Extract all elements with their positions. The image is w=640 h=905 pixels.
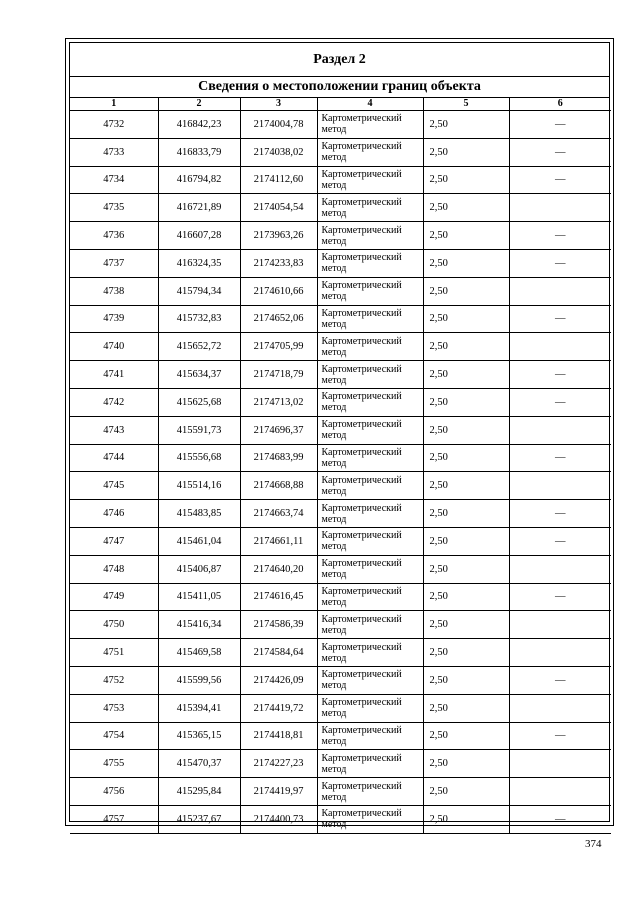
precision-cell: 2,50 <box>423 500 509 528</box>
x-coordinate-cell: 415365,15 <box>158 722 240 750</box>
y-coordinate-cell: 2174400,73 <box>240 805 317 833</box>
point-number-cell: 4755 <box>70 750 158 778</box>
table-row <box>70 444 611 472</box>
precision-cell: 2,50 <box>423 666 509 694</box>
method-cell: Картометрический метод <box>317 111 423 139</box>
note-cell <box>509 472 611 500</box>
method-cell: Картометрический метод <box>317 194 423 222</box>
method-cell: Картометрический метод <box>317 138 423 166</box>
method-cell: Картометрический метод <box>317 694 423 722</box>
point-number-cell: 4751 <box>70 639 158 667</box>
x-coordinate-cell: 415469,58 <box>158 639 240 667</box>
table-row <box>70 778 611 806</box>
note-cell <box>509 194 611 222</box>
point-number-cell: 4746 <box>70 500 158 528</box>
table-row <box>70 194 611 222</box>
y-coordinate-cell: 2174419,72 <box>240 694 317 722</box>
method-cell: Картометрический метод <box>317 333 423 361</box>
table-row <box>70 388 611 416</box>
note-cell <box>509 333 611 361</box>
boundary-table <box>70 98 611 834</box>
y-coordinate-cell: 2174227,23 <box>240 750 317 778</box>
method-cell: Картометрический метод <box>317 416 423 444</box>
method-cell: Картометрический метод <box>317 444 423 472</box>
x-coordinate-cell: 415514,16 <box>158 472 240 500</box>
table-row <box>70 333 611 361</box>
method-cell: Картометрический метод <box>317 249 423 277</box>
method-cell: Картометрический метод <box>317 778 423 806</box>
table-row <box>70 694 611 722</box>
precision-cell: 2,50 <box>423 249 509 277</box>
note-cell: — <box>509 138 611 166</box>
y-coordinate-cell: 2174426,09 <box>240 666 317 694</box>
note-cell <box>509 694 611 722</box>
point-number-cell: 4741 <box>70 361 158 389</box>
y-coordinate-cell: 2174586,39 <box>240 611 317 639</box>
precision-cell: 2,50 <box>423 805 509 833</box>
point-number-cell: 4739 <box>70 305 158 333</box>
x-coordinate-cell: 415406,87 <box>158 555 240 583</box>
column-header: 2 <box>158 98 240 111</box>
x-coordinate-cell: 416842,23 <box>158 111 240 139</box>
note-cell: — <box>509 444 611 472</box>
x-coordinate-cell: 416833,79 <box>158 138 240 166</box>
table-row <box>70 138 611 166</box>
page-number: 374 <box>585 838 602 850</box>
note-cell <box>509 611 611 639</box>
point-number-cell: 4748 <box>70 555 158 583</box>
precision-cell: 2,50 <box>423 639 509 667</box>
method-cell: Картометрический метод <box>317 722 423 750</box>
precision-cell: 2,50 <box>423 416 509 444</box>
method-cell: Картометрический метод <box>317 555 423 583</box>
point-number-cell: 4742 <box>70 388 158 416</box>
note-cell <box>509 778 611 806</box>
table-row <box>70 472 611 500</box>
precision-cell: 2,50 <box>423 305 509 333</box>
precision-cell: 2,50 <box>423 166 509 194</box>
point-number-cell: 4752 <box>70 666 158 694</box>
note-cell: — <box>509 666 611 694</box>
precision-cell: 2,50 <box>423 444 509 472</box>
x-coordinate-cell: 415416,34 <box>158 611 240 639</box>
x-coordinate-cell: 415461,04 <box>158 527 240 555</box>
x-coordinate-cell: 416324,35 <box>158 249 240 277</box>
note-cell <box>509 750 611 778</box>
method-cell: Картометрический метод <box>317 388 423 416</box>
note-cell: — <box>509 361 611 389</box>
x-coordinate-cell: 415295,84 <box>158 778 240 806</box>
note-cell: — <box>509 722 611 750</box>
table-row <box>70 527 611 555</box>
x-coordinate-cell: 415394,41 <box>158 694 240 722</box>
column-header: 4 <box>317 98 423 111</box>
y-coordinate-cell: 2174233,83 <box>240 249 317 277</box>
method-cell: Картометрический метод <box>317 611 423 639</box>
column-header: 3 <box>240 98 317 111</box>
document-frame <box>65 38 614 831</box>
y-coordinate-cell: 2174112,60 <box>240 166 317 194</box>
y-coordinate-cell: 2174683,99 <box>240 444 317 472</box>
method-cell: Картометрический метод <box>317 666 423 694</box>
y-coordinate-cell: 2174696,37 <box>240 416 317 444</box>
precision-cell: 2,50 <box>423 111 509 139</box>
point-number-cell: 4740 <box>70 333 158 361</box>
table-row <box>70 583 611 611</box>
column-header: 6 <box>509 98 611 111</box>
x-coordinate-cell: 415732,83 <box>158 305 240 333</box>
note-cell: — <box>509 583 611 611</box>
point-number-cell: 4756 <box>70 778 158 806</box>
x-coordinate-cell: 416721,89 <box>158 194 240 222</box>
y-coordinate-cell: 2174004,78 <box>240 111 317 139</box>
table-row <box>70 611 611 639</box>
x-coordinate-cell: 415470,37 <box>158 750 240 778</box>
note-cell <box>509 277 611 305</box>
point-number-cell: 4747 <box>70 527 158 555</box>
table-row <box>70 277 611 305</box>
precision-cell: 2,50 <box>423 472 509 500</box>
point-number-cell: 4736 <box>70 222 158 250</box>
precision-cell: 2,50 <box>423 694 509 722</box>
method-cell: Картометрический метод <box>317 527 423 555</box>
table-body <box>70 111 611 834</box>
point-number-cell: 4749 <box>70 583 158 611</box>
note-cell: — <box>509 111 611 139</box>
table-row <box>70 166 611 194</box>
x-coordinate-cell: 415599,56 <box>158 666 240 694</box>
column-header: 1 <box>70 98 158 111</box>
table-row <box>70 805 611 833</box>
method-cell: Картометрический метод <box>317 277 423 305</box>
y-coordinate-cell: 2174054,54 <box>240 194 317 222</box>
table-row <box>70 361 611 389</box>
y-coordinate-cell: 2174038,02 <box>240 138 317 166</box>
note-cell: — <box>509 166 611 194</box>
method-cell: Картометрический метод <box>317 222 423 250</box>
y-coordinate-cell: 2173963,26 <box>240 222 317 250</box>
x-coordinate-cell: 415591,73 <box>158 416 240 444</box>
x-coordinate-cell: 415634,37 <box>158 361 240 389</box>
precision-cell: 2,50 <box>423 222 509 250</box>
point-number-cell: 4735 <box>70 194 158 222</box>
point-number-cell: 4744 <box>70 444 158 472</box>
point-number-cell: 4743 <box>70 416 158 444</box>
method-cell: Картометрический метод <box>317 166 423 194</box>
point-number-cell: 4732 <box>70 111 158 139</box>
precision-cell: 2,50 <box>423 722 509 750</box>
x-coordinate-cell: 415652,72 <box>158 333 240 361</box>
precision-cell: 2,50 <box>423 361 509 389</box>
y-coordinate-cell: 2174610,66 <box>240 277 317 305</box>
column-header: 5 <box>423 98 509 111</box>
y-coordinate-cell: 2174652,06 <box>240 305 317 333</box>
note-cell <box>509 416 611 444</box>
table-row <box>70 722 611 750</box>
section-subtitle: Сведения о местоположении границ объекта <box>70 77 609 98</box>
precision-cell: 2,50 <box>423 611 509 639</box>
method-cell: Картометрический метод <box>317 500 423 528</box>
y-coordinate-cell: 2174663,74 <box>240 500 317 528</box>
point-number-cell: 4750 <box>70 611 158 639</box>
table-row <box>70 666 611 694</box>
precision-cell: 2,50 <box>423 138 509 166</box>
note-cell: — <box>509 500 611 528</box>
note-cell: — <box>509 305 611 333</box>
y-coordinate-cell: 2174418,81 <box>240 722 317 750</box>
method-cell: Картометрический метод <box>317 472 423 500</box>
method-cell: Картометрический метод <box>317 750 423 778</box>
method-cell: Картометрический метод <box>317 361 423 389</box>
precision-cell: 2,50 <box>423 194 509 222</box>
y-coordinate-cell: 2174584,64 <box>240 639 317 667</box>
point-number-cell: 4745 <box>70 472 158 500</box>
point-number-cell: 4754 <box>70 722 158 750</box>
point-number-cell: 4733 <box>70 138 158 166</box>
table-row <box>70 222 611 250</box>
point-number-cell: 4753 <box>70 694 158 722</box>
x-coordinate-cell: 415237,67 <box>158 805 240 833</box>
point-number-cell: 4757 <box>70 805 158 833</box>
precision-cell: 2,50 <box>423 555 509 583</box>
point-number-cell: 4737 <box>70 249 158 277</box>
section-title: Раздел 2 <box>70 43 609 77</box>
x-coordinate-cell: 415625,68 <box>158 388 240 416</box>
table-row <box>70 305 611 333</box>
x-coordinate-cell: 415483,85 <box>158 500 240 528</box>
precision-cell: 2,50 <box>423 388 509 416</box>
note-cell: — <box>509 527 611 555</box>
y-coordinate-cell: 2174661,11 <box>240 527 317 555</box>
table-row <box>70 639 611 667</box>
method-cell: Картометрический метод <box>317 805 423 833</box>
note-cell: — <box>509 805 611 833</box>
y-coordinate-cell: 2174668,88 <box>240 472 317 500</box>
x-coordinate-cell: 415794,34 <box>158 277 240 305</box>
x-coordinate-cell: 415411,05 <box>158 583 240 611</box>
precision-cell: 2,50 <box>423 778 509 806</box>
precision-cell: 2,50 <box>423 527 509 555</box>
precision-cell: 2,50 <box>423 750 509 778</box>
note-cell <box>509 555 611 583</box>
table-row <box>70 249 611 277</box>
note-cell <box>509 639 611 667</box>
note-cell: — <box>509 222 611 250</box>
method-cell: Картометрический метод <box>317 583 423 611</box>
precision-cell: 2,50 <box>423 583 509 611</box>
table-row <box>70 416 611 444</box>
y-coordinate-cell: 2174419,97 <box>240 778 317 806</box>
precision-cell: 2,50 <box>423 333 509 361</box>
note-cell: — <box>509 388 611 416</box>
table-header-row <box>70 98 611 111</box>
table-row <box>70 111 611 139</box>
method-cell: Картометрический метод <box>317 305 423 333</box>
y-coordinate-cell: 2174616,45 <box>240 583 317 611</box>
table-row <box>70 750 611 778</box>
y-coordinate-cell: 2174713,02 <box>240 388 317 416</box>
point-number-cell: 4738 <box>70 277 158 305</box>
table-row <box>70 555 611 583</box>
note-cell: — <box>509 249 611 277</box>
x-coordinate-cell: 416607,28 <box>158 222 240 250</box>
y-coordinate-cell: 2174640,20 <box>240 555 317 583</box>
x-coordinate-cell: 416794,82 <box>158 166 240 194</box>
point-number-cell: 4734 <box>70 166 158 194</box>
table-row <box>70 500 611 528</box>
method-cell: Картометрический метод <box>317 639 423 667</box>
x-coordinate-cell: 415556,68 <box>158 444 240 472</box>
y-coordinate-cell: 2174718,79 <box>240 361 317 389</box>
document-inner-frame <box>69 42 610 831</box>
y-coordinate-cell: 2174705,99 <box>240 333 317 361</box>
precision-cell: 2,50 <box>423 277 509 305</box>
